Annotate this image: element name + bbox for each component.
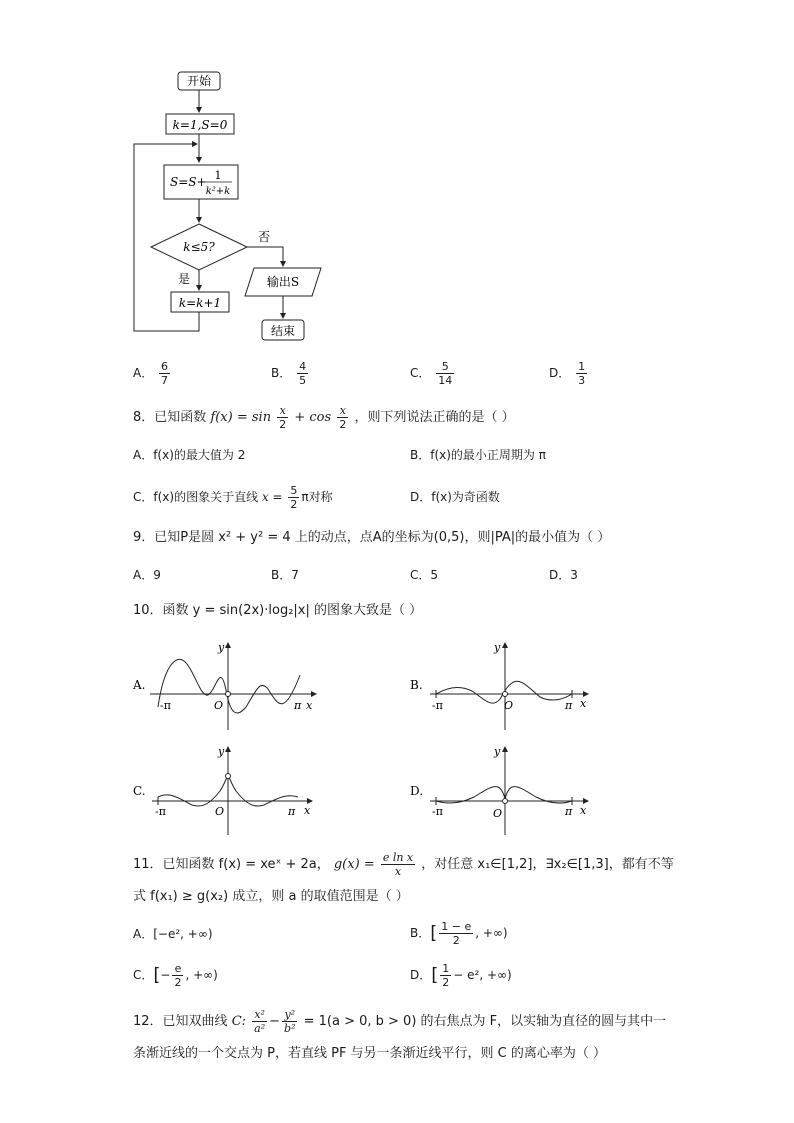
svg-text:y: y [218, 641, 225, 654]
flow-increment-label: k=k+1 [178, 296, 222, 310]
flow-process-prefix: S=S+ [170, 175, 207, 189]
graph-c[interactable] [133, 745, 312, 835]
flow-end-label: 结束 [270, 324, 296, 338]
svg-text:x: x [306, 699, 313, 712]
q12-stem-line2: 条渐近线的一个交点为 P，若直线 PF 与另一条渐近线平行，则 C 的离心率为（ ） [133, 1046, 607, 1061]
q11-stem-line1: 11．已知函数 f(x) = xeˣ + 2a， g(x) = $\frac{\text{e ln x}}{x}$ ，对任意 x₁∈[1,2]，∃x₂∈[1,3]，都有不等 [133, 851, 674, 878]
q11-option-c[interactable]: C．[− $\frac{e}{2}$ , +∞) [133, 962, 218, 989]
flow-output-label: 输出S [266, 275, 300, 289]
svg-text:x: x [580, 804, 587, 817]
svg-text:π: π [565, 805, 573, 818]
svg-text:-π: -π [432, 699, 443, 712]
q10-graphs [0, 635, 794, 835]
svg-text:π: π [565, 699, 573, 712]
q8-option-b[interactable]: B．f(x)的最小正周期为 π [410, 448, 546, 462]
flow-init-label: k=1,S=0 [172, 118, 228, 132]
graph-d[interactable] [410, 745, 588, 835]
q7-option-d[interactable]: D． $\frac{1}{3}$ [549, 360, 586, 387]
q9-option-c[interactable]: C．5 [410, 568, 439, 582]
q9-option-d[interactable]: D．3 [549, 568, 578, 582]
svg-text:A.: A. [133, 678, 146, 692]
svg-text:O: O [214, 699, 224, 712]
flow-yes-label: 是 [178, 272, 191, 286]
q9-option-b[interactable]: B．7 [271, 568, 299, 582]
q7-option-b[interactable]: B． $\frac{4}{5}$ [271, 360, 307, 387]
svg-text:y: y [494, 641, 501, 654]
q8-option-c[interactable]: C．f(x)的图象关于直线 x = $\frac{5}{2}$ π对称 [133, 484, 333, 511]
q10-stem: 10．函数 y = sin(2x)·log₂|x| 的图象大致是（ ） [133, 603, 423, 618]
svg-text:y: y [494, 745, 501, 758]
svg-text:-π: -π [432, 805, 443, 818]
flow-start-label: 开始 [186, 74, 212, 88]
q11-option-b[interactable]: B．[ $\frac{1 - e}{2}$ , +∞) [410, 920, 508, 947]
q7-option-c[interactable]: C． $\frac{5}{14}$ [410, 360, 453, 387]
flow-no-label: 否 [258, 230, 271, 244]
q11-option-d[interactable]: D．[ $\frac{1}{2}$ − e², +∞) [410, 962, 512, 989]
q7-option-a[interactable]: A． $\frac{6}{7}$ [133, 360, 169, 387]
svg-text:y: y [218, 745, 225, 758]
svg-text:D.: D. [410, 784, 424, 798]
svg-text:x: x [304, 804, 311, 817]
graph-b[interactable] [410, 641, 588, 730]
flow-decision-label: k≤5? [183, 240, 215, 254]
svg-text:O: O [504, 699, 514, 712]
q11-stem-line2: 式 f(x₁) ≥ g(x₂) 成立，则 a 的取值范围是（ ） [133, 889, 409, 904]
flow-process-den: k²+k [205, 186, 231, 197]
svg-text:x: x [580, 697, 587, 710]
q9-option-a[interactable]: A．9 [133, 568, 161, 582]
q8-option-a[interactable]: A．f(x)的最大值为 2 [133, 448, 246, 462]
q9-stem: 9．已知P是圆 x² + y² = 4 上的动点，点A的坐标为(0,5)，则|PA|的最小值为（ ） [133, 530, 611, 545]
svg-text:-π: -π [160, 699, 171, 712]
q11-option-a[interactable]: A．[−e², +∞) [133, 927, 213, 941]
graph-a[interactable] [132, 641, 316, 730]
svg-text:B.: B. [410, 678, 423, 692]
q8-stem: 8．已知函数 f(x) = sin $\frac{x}{2}$ + cos $\frac{x}{2}$ ，则下列说法正确的是（ ） [133, 404, 515, 431]
svg-text:O: O [493, 807, 503, 820]
flow-process-num: 1 [214, 169, 222, 182]
q12-stem-line1: 12．已知双曲线 C: $\frac{\text{x²}}{\text{a²}}$ − $\frac{\text{y²}}{\text{b²}}$ = 1(a > 0, b > 0) 的右焦点为 F，以实轴为直径的圆与其中一 [133, 1008, 667, 1035]
q8-option-d[interactable]: D．f(x)为奇函数 [410, 490, 500, 504]
svg-text:C.: C. [133, 784, 146, 798]
svg-text:-π: -π [155, 805, 166, 818]
flowchart [0, 0, 794, 360]
svg-text:π: π [288, 805, 296, 818]
svg-text:π: π [294, 699, 302, 712]
svg-text:O: O [215, 805, 225, 818]
